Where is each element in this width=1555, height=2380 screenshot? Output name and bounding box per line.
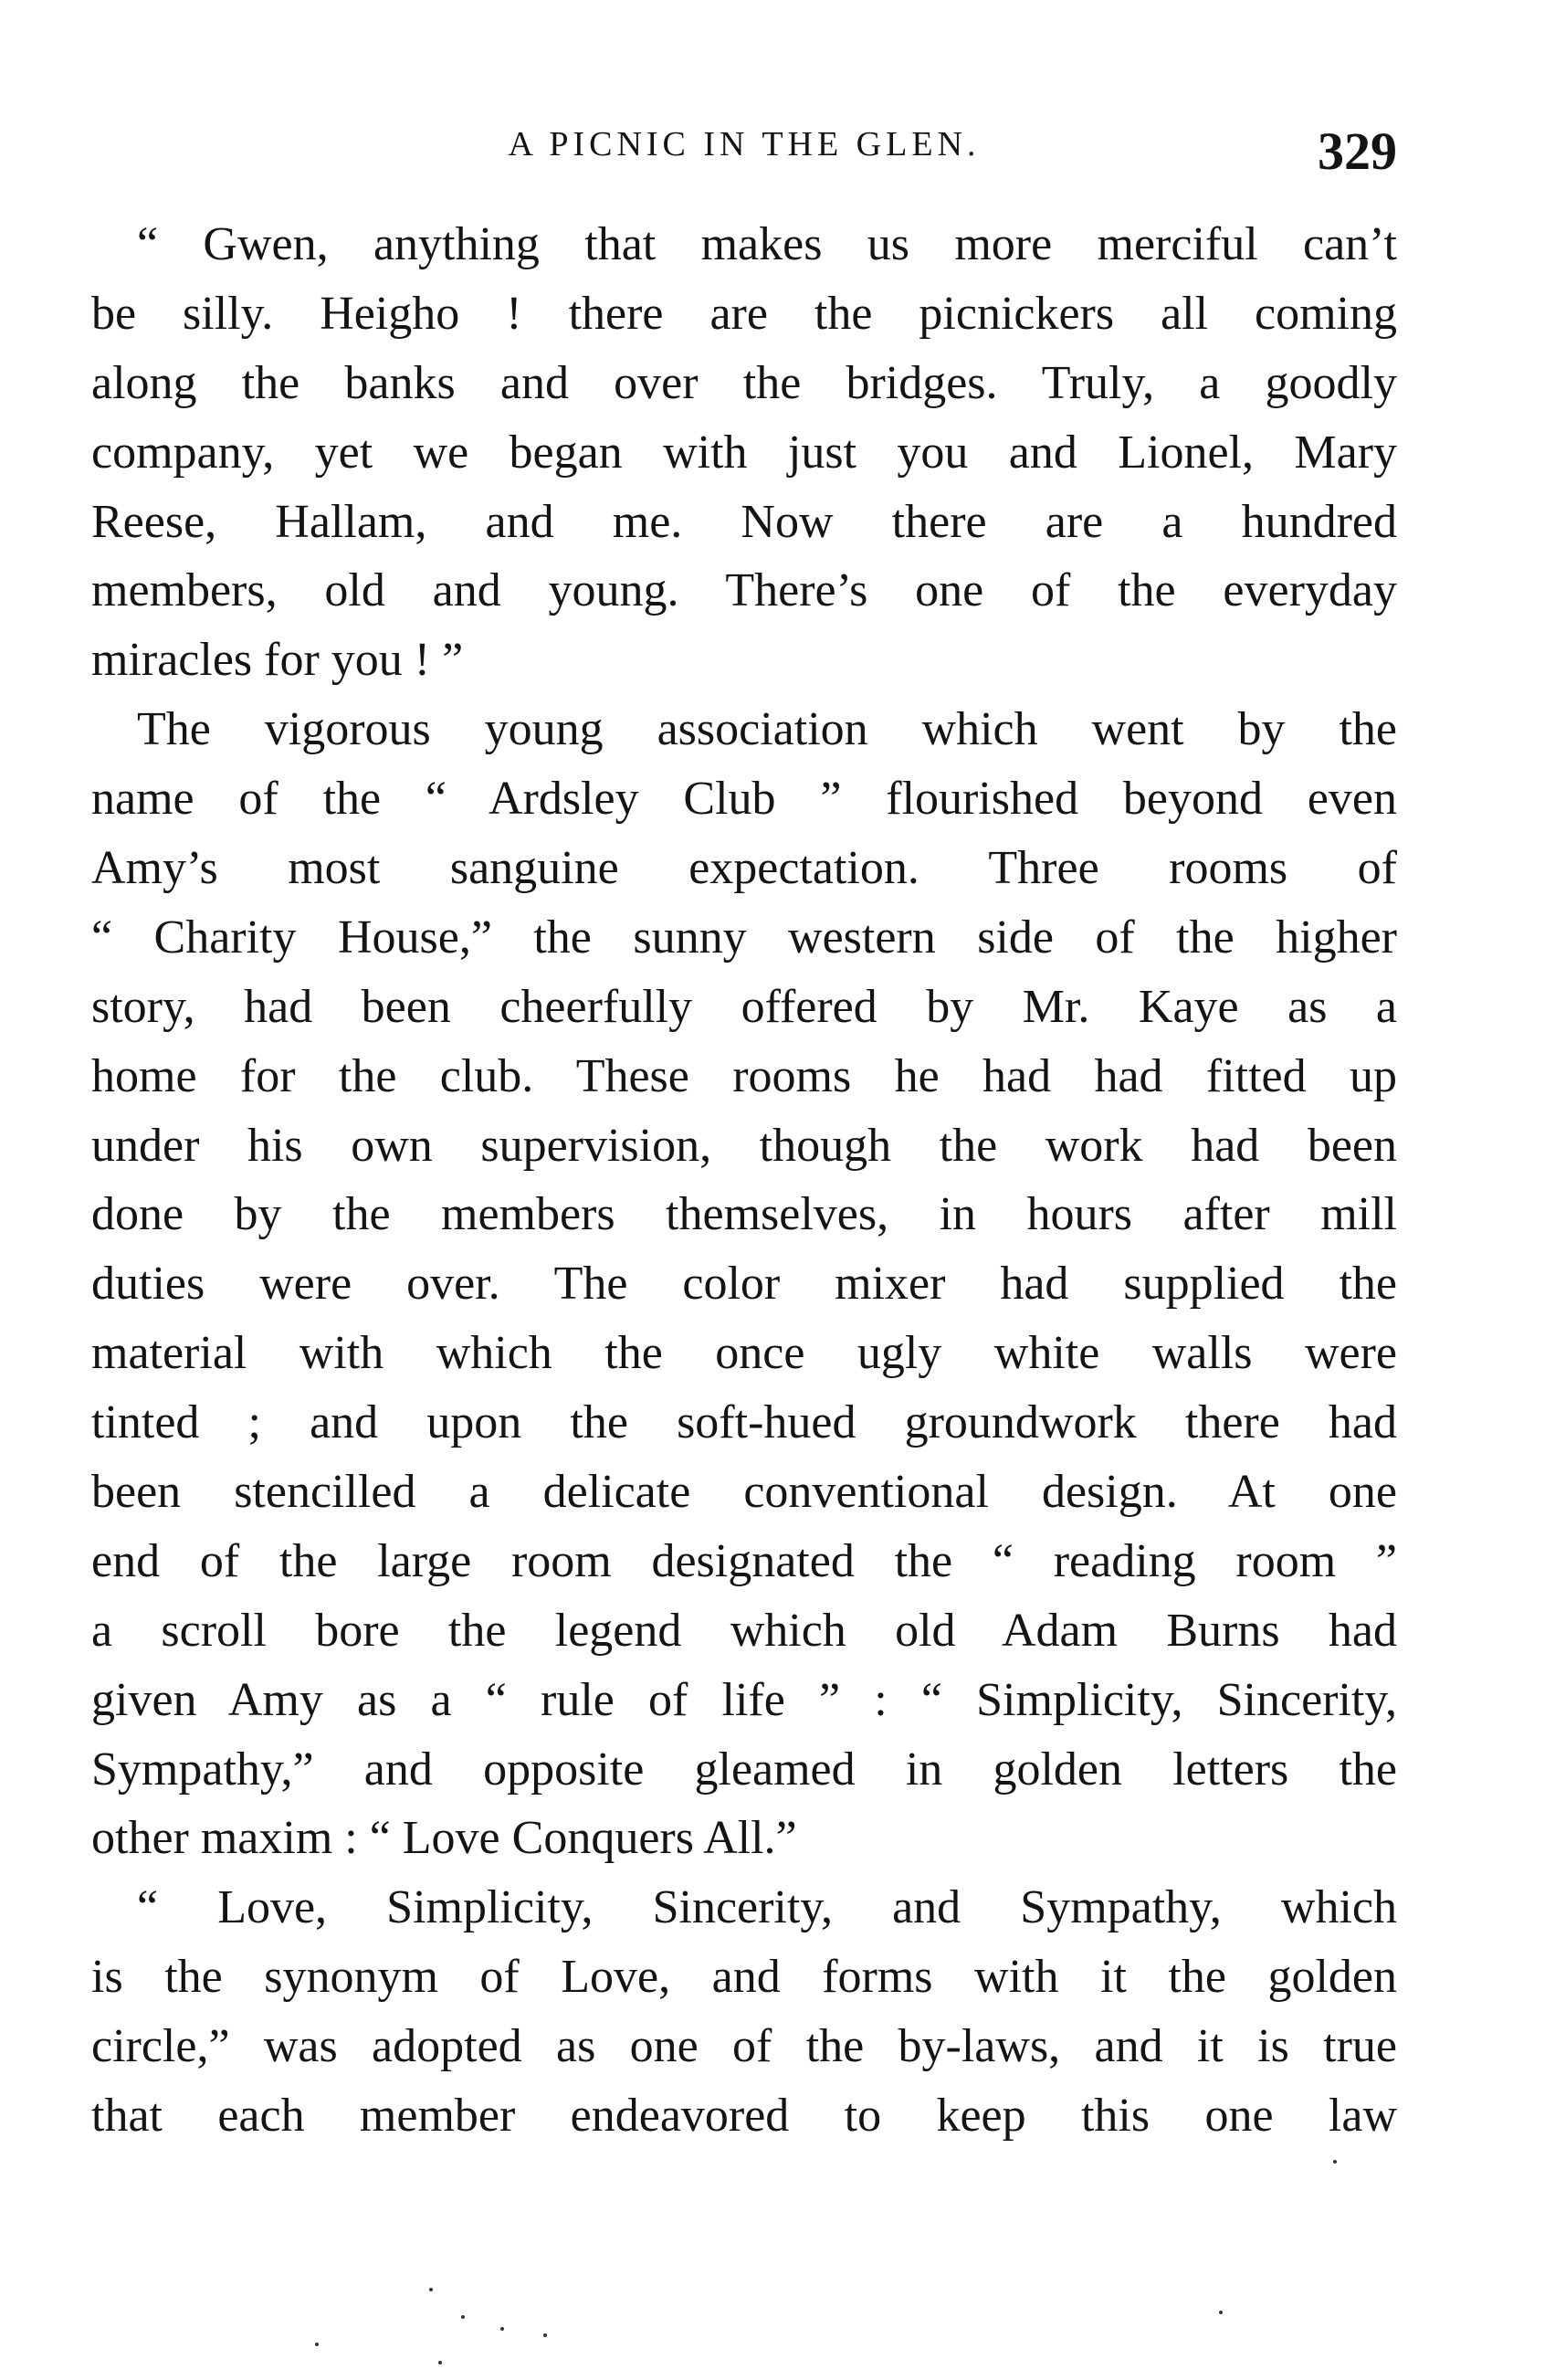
body-text bbox=[91, 210, 1397, 2151]
scan-speck bbox=[315, 2343, 319, 2346]
text-line: story, had been cheerfully offered by Mr. Kaye as a bbox=[91, 980, 1397, 1033]
text-line: a scroll bore the legend which old Adam Burns had bbox=[91, 1604, 1397, 1657]
text-line: that each member endeavored to keep this one law bbox=[91, 2090, 1397, 2143]
page-number: 329 bbox=[1318, 121, 1397, 181]
scan-speck bbox=[438, 2361, 442, 2364]
text-line: be silly. Heigho ! there are the picnickers all coming bbox=[91, 287, 1397, 340]
text-line: name of the “ Ardsley Club ” flourished beyond even bbox=[91, 773, 1397, 826]
text-line: circle,” was adopted as one of the by-laws, and it is true bbox=[91, 2020, 1397, 2073]
text-line: miracles for you ! ” bbox=[91, 634, 464, 687]
text-line: “ Charity House,” the sunny western side of the higher bbox=[91, 911, 1397, 964]
scan-speck bbox=[543, 2333, 547, 2337]
text-line: tinted ; and upon the soft-hued groundwork there had bbox=[91, 1396, 1397, 1449]
text-line: members, old and young. There’s one of the everyday bbox=[91, 564, 1397, 617]
text-line: is the synonym of Love, and forms with it the golden bbox=[91, 1951, 1397, 2004]
text-line: “ Gwen, anything that makes us more merciful can’t bbox=[137, 218, 1397, 270]
text-line: Amy’s most sanguine expectation. Three rooms of bbox=[91, 842, 1397, 895]
text-line: under his own supervision, though the work had been bbox=[91, 1119, 1397, 1172]
text-line: material with which the once ugly white walls were bbox=[91, 1327, 1397, 1380]
running-head bbox=[91, 117, 1397, 181]
scan-speck bbox=[1219, 2311, 1223, 2314]
text-line: other maxim : “ Love Conquers All.” bbox=[91, 1812, 797, 1865]
scan-speck bbox=[500, 2327, 504, 2331]
text-line: given Amy as a “ rule of life ” : “ Simplicity, Sincerity, bbox=[91, 1673, 1397, 1726]
text-line: been stencilled a delicate conventional design. At one bbox=[91, 1466, 1397, 1519]
text-line: duties were over. The color mixer had supplied the bbox=[91, 1258, 1397, 1311]
text-line: Reese, Hallam, and me. Now there are a hundred bbox=[91, 495, 1397, 548]
text-line: along the banks and over the bridges. Truly, a goodly bbox=[91, 356, 1397, 409]
text-line: done by the members themselves, in hours after mill bbox=[91, 1188, 1397, 1241]
text-line: The vigorous young association which went by the bbox=[137, 703, 1397, 756]
scan-speck bbox=[461, 2315, 465, 2319]
running-title: A PICNIC IN THE GLEN. bbox=[508, 125, 981, 163]
text-line: end of the large room designated the “ reading room ” bbox=[91, 1534, 1397, 1587]
scan-speck bbox=[1333, 2160, 1337, 2164]
text-line: Sympathy,” and opposite gleamed in golden letters the bbox=[91, 1743, 1397, 1796]
text-line: home for the club. These rooms he had had fitted up bbox=[91, 1049, 1397, 1102]
scan-speck bbox=[429, 2288, 433, 2291]
text-line: company, yet we began with just you and Lionel, Mary bbox=[91, 426, 1397, 479]
text-line: “ Love, Simplicity, Sincerity, and Sympathy, which bbox=[137, 1881, 1397, 1934]
